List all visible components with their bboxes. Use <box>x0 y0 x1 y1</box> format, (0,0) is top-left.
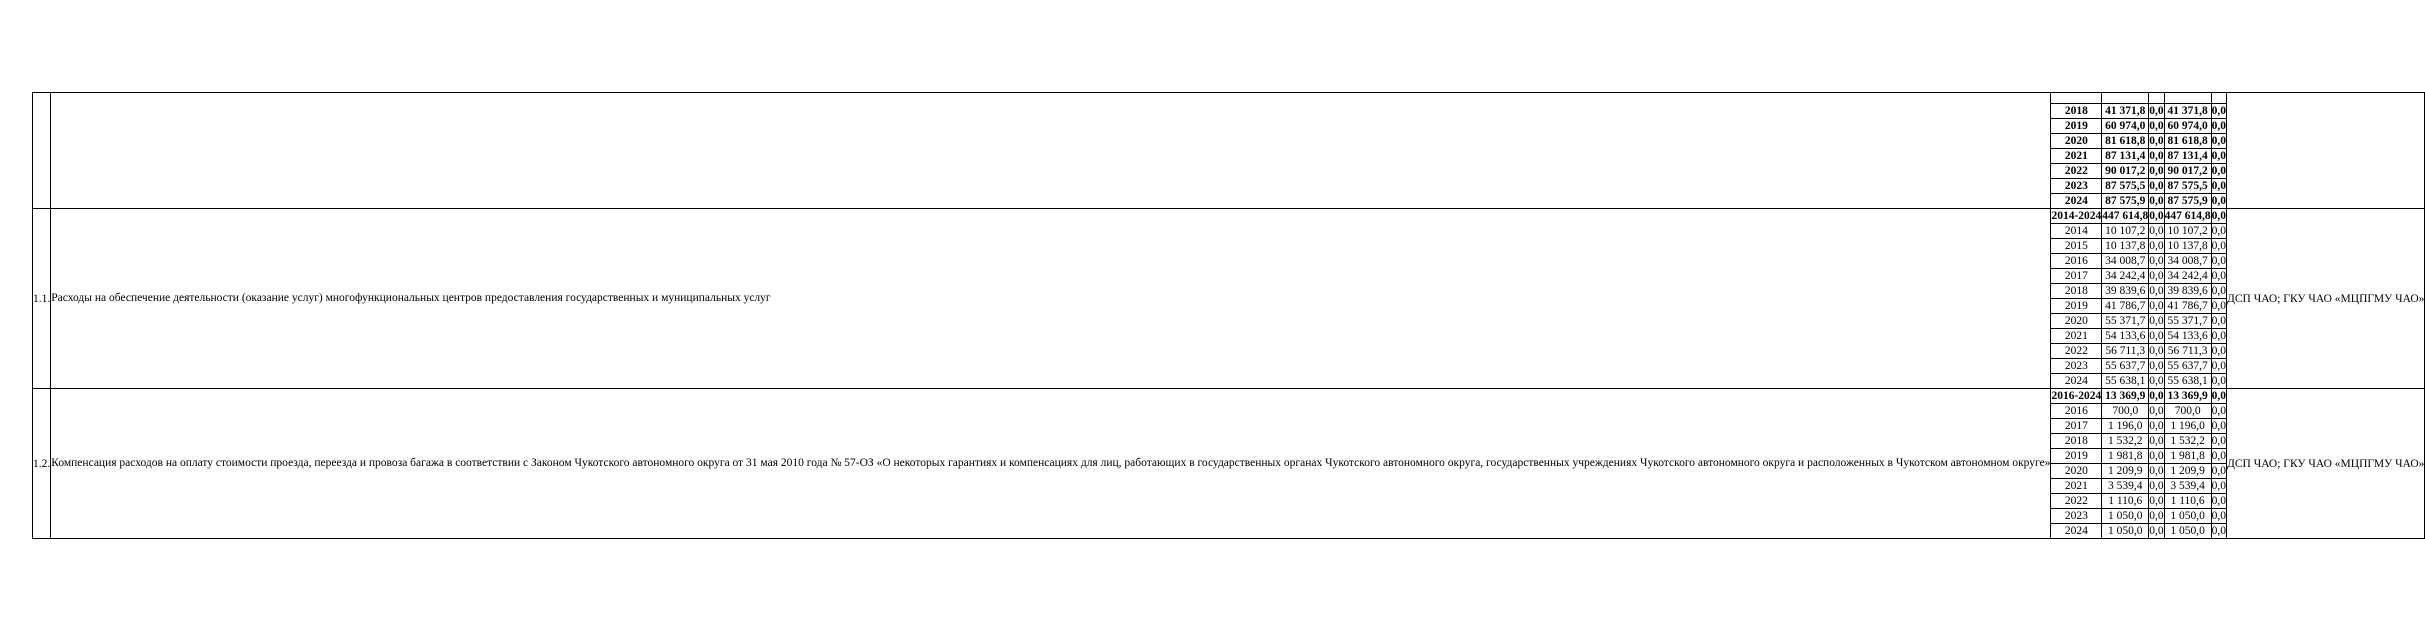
value-cell: 0,0 <box>2149 525 2164 537</box>
responsible-cell <box>2227 93 2425 209</box>
value-cell: 0,0 <box>2211 270 2227 282</box>
value-cell: 41 371,8 <box>2102 104 2149 119</box>
value-cell: 0,0 <box>2211 225 2227 237</box>
responsible-executors: ДСП ЧАО; ГКУ ЧАО «МЦПГМУ ЧАО» <box>2227 292 2425 305</box>
value-cell: 87 131,4 <box>2164 149 2211 164</box>
year-cell: 2021 <box>2051 329 2102 344</box>
value-cell: 0,0 <box>2149 195 2164 207</box>
value-cell: 0,0 <box>2149 120 2164 132</box>
year-cell: 2022 <box>2051 164 2102 179</box>
year-cell: 2019 <box>2051 449 2102 464</box>
year-cell: 2018 <box>2051 434 2102 449</box>
value-cell: 700,0 <box>2164 404 2211 419</box>
value-cell: 0,0 <box>2211 165 2227 177</box>
value-cell: 0,0 <box>2149 255 2164 267</box>
value-cell: 0,0 <box>2149 135 2164 147</box>
table-body <box>33 93 2425 539</box>
value-cell: 0,0 <box>2211 210 2227 222</box>
responsible-executors: ДСП ЧАО; ГКУ ЧАО «МЦПГМУ ЧАО» <box>2227 457 2425 470</box>
value-cell: 41 786,7 <box>2102 299 2149 314</box>
value-cell: 0,0 <box>2211 480 2227 492</box>
value-cell: 447 614,8 <box>2102 210 2149 222</box>
value-cell: 0,0 <box>2149 270 2164 282</box>
table-row <box>33 209 2425 224</box>
value-cell: 0,0 <box>2149 315 2164 327</box>
value-cell: 1 981,8 <box>2102 449 2149 464</box>
value-cell: 0,0 <box>2211 315 2227 327</box>
value-cell: 0,0 <box>2149 495 2164 507</box>
value-cell: 1 532,2 <box>2102 434 2149 449</box>
value-cell: 0,0 <box>2149 105 2164 117</box>
value-cell: 0,0 <box>2211 420 2227 432</box>
item-name: Расходы на обеспечение деятельности (оказание услуг) многофункциональных центров предоставления государственных и муниципальных услуг <box>51 291 771 304</box>
value-cell: 34 008,7 <box>2164 254 2211 269</box>
year-cell: 2017 <box>2051 269 2102 284</box>
value-cell: 1 981,8 <box>2164 449 2211 464</box>
value-cell: 0,0 <box>2149 180 2164 192</box>
value-cell: 0,0 <box>2211 255 2227 267</box>
value-cell: 0,0 <box>2211 525 2227 537</box>
value-cell: 0,0 <box>2149 330 2164 342</box>
value-cell: 0,0 <box>2211 195 2227 207</box>
year-cell: 2019 <box>2051 119 2102 134</box>
value-cell: 90 017,2 <box>2164 164 2211 179</box>
value-cell: 41 371,8 <box>2164 104 2211 119</box>
responsible-cell <box>2227 209 2425 389</box>
value-cell: 0,0 <box>2149 405 2164 417</box>
value-cell: 0,0 <box>2211 495 2227 507</box>
value-cell: 39 839,6 <box>2102 284 2149 299</box>
value-cell: 0,0 <box>2149 450 2164 462</box>
value-cell: 34 008,7 <box>2102 254 2149 269</box>
value-cell: 0,0 <box>2211 390 2227 402</box>
empty-cell <box>2211 93 2226 104</box>
value-cell: 1 050,0 <box>2164 509 2211 524</box>
year-cell: 2016-2024 <box>2051 390 2102 402</box>
value-cell: 0,0 <box>2211 330 2227 342</box>
value-cell: 0,0 <box>2149 480 2164 492</box>
value-cell: 54 133,6 <box>2164 329 2211 344</box>
value-cell: 0,0 <box>2149 375 2164 387</box>
value-cell: 10 107,2 <box>2164 224 2211 239</box>
value-cell: 0,0 <box>2149 240 2164 252</box>
value-cell: 54 133,6 <box>2102 329 2149 344</box>
table-row <box>33 93 2425 104</box>
value-cell: 0,0 <box>2149 465 2164 477</box>
program-table <box>32 92 2425 539</box>
value-cell: 700,0 <box>2102 404 2149 419</box>
year-cell: 2024 <box>2051 194 2102 209</box>
value-cell: 90 017,2 <box>2102 164 2149 179</box>
year-cell: 2014-2024 <box>2051 210 2102 222</box>
value-cell: 1 050,0 <box>2102 509 2149 524</box>
empty-cell <box>2102 93 2149 104</box>
value-cell: 87 575,9 <box>2102 194 2149 209</box>
value-cell: 0,0 <box>2149 390 2164 402</box>
value-cell: 87 575,5 <box>2164 179 2211 194</box>
empty-cell <box>2149 93 2164 104</box>
value-cell: 13 369,9 <box>2164 389 2211 404</box>
item-name-cell <box>51 93 2051 209</box>
value-cell: 0,0 <box>2211 180 2227 192</box>
value-cell: 0,0 <box>2211 240 2227 252</box>
value-cell: 1 110,6 <box>2102 494 2149 509</box>
year-cell: 2016 <box>2051 404 2102 419</box>
value-cell: 81 618,8 <box>2164 134 2211 149</box>
value-cell: 34 242,4 <box>2164 269 2211 284</box>
value-cell: 10 137,8 <box>2164 239 2211 254</box>
item-number: 1.1. <box>33 209 51 389</box>
value-cell: 60 974,0 <box>2164 119 2211 134</box>
year-cell: 2015 <box>2051 239 2102 254</box>
value-cell: 0,0 <box>2211 285 2227 297</box>
value-cell: 55 638,1 <box>2164 374 2211 389</box>
value-cell: 0,0 <box>2211 135 2227 147</box>
year-cell: 2021 <box>2051 149 2102 164</box>
item-name: Компенсация расходов на оплату стоимости проезда, переезда и провоза багажа в соответствии с Законом Чукотского автономного округа от 31 мая 2010 года № 57-ОЗ «О некоторых гарантиях и компенсациях для лиц, работающих в государственных органах Чукотского автономного округа, государственных учреждениях Чукотского автономного округа и расположенных в Чукотском автономном округе» <box>51 456 2051 469</box>
value-cell: 55 371,7 <box>2102 314 2149 329</box>
empty-cell <box>2051 93 2102 104</box>
year-cell: 2020 <box>2051 134 2102 149</box>
year-cell: 2019 <box>2051 299 2102 314</box>
year-cell: 2024 <box>2051 374 2102 389</box>
value-cell: 0,0 <box>2211 345 2227 357</box>
item-name-cell <box>51 209 2051 389</box>
value-cell: 0,0 <box>2149 165 2164 177</box>
value-cell: 0,0 <box>2149 420 2164 432</box>
value-cell: 1 209,9 <box>2102 464 2149 479</box>
value-cell: 0,0 <box>2211 510 2227 522</box>
value-cell: 0,0 <box>2211 105 2227 117</box>
item-number: 1.2. <box>33 389 51 539</box>
year-cell: 2017 <box>2051 419 2102 434</box>
responsible-cell <box>2227 389 2425 539</box>
value-cell: 1 050,0 <box>2164 524 2211 539</box>
value-cell: 0,0 <box>2149 150 2164 162</box>
value-cell: 0,0 <box>2211 435 2227 447</box>
value-cell: 87 575,5 <box>2102 179 2149 194</box>
value-cell: 56 711,3 <box>2102 344 2149 359</box>
value-cell: 87 131,4 <box>2102 149 2149 164</box>
value-cell: 55 371,7 <box>2164 314 2211 329</box>
value-cell: 447 614,8 <box>2164 210 2211 222</box>
value-cell: 1 050,0 <box>2102 524 2149 539</box>
value-cell: 0,0 <box>2211 360 2227 372</box>
value-cell: 3 539,4 <box>2164 479 2211 494</box>
value-cell: 1 110,6 <box>2164 494 2211 509</box>
value-cell: 55 637,7 <box>2102 359 2149 374</box>
year-cell: 2020 <box>2051 314 2102 329</box>
item-number-cell <box>33 93 51 209</box>
value-cell: 0,0 <box>2149 225 2164 237</box>
value-cell: 1 532,2 <box>2164 434 2211 449</box>
year-cell: 2023 <box>2051 509 2102 524</box>
year-cell: 2021 <box>2051 479 2102 494</box>
value-cell: 55 637,7 <box>2164 359 2211 374</box>
value-cell: 0,0 <box>2211 405 2227 417</box>
year-cell: 2016 <box>2051 254 2102 269</box>
value-cell: 1 196,0 <box>2102 419 2149 434</box>
year-cell: 2020 <box>2051 464 2102 479</box>
value-cell: 1 196,0 <box>2164 419 2211 434</box>
value-cell: 0,0 <box>2149 210 2164 222</box>
year-cell: 2022 <box>2051 494 2102 509</box>
empty-cell <box>2164 93 2211 104</box>
value-cell: 1 209,9 <box>2164 464 2211 479</box>
value-cell: 3 539,4 <box>2102 479 2149 494</box>
year-cell: 2018 <box>2051 284 2102 299</box>
year-cell: 2024 <box>2051 524 2102 539</box>
year-cell: 2023 <box>2051 359 2102 374</box>
value-cell: 0,0 <box>2211 465 2227 477</box>
value-cell: 0,0 <box>2211 450 2227 462</box>
value-cell: 56 711,3 <box>2164 344 2211 359</box>
value-cell: 0,0 <box>2149 360 2164 372</box>
value-cell: 55 638,1 <box>2102 374 2149 389</box>
value-cell: 0,0 <box>2149 510 2164 522</box>
value-cell: 0,0 <box>2149 285 2164 297</box>
year-cell: 2014 <box>2051 224 2102 239</box>
value-cell: 34 242,4 <box>2102 269 2149 284</box>
value-cell: 0,0 <box>2149 345 2164 357</box>
value-cell: 87 575,9 <box>2164 194 2211 209</box>
value-cell: 60 974,0 <box>2102 119 2149 134</box>
value-cell: 39 839,6 <box>2164 284 2211 299</box>
value-cell: 0,0 <box>2211 300 2227 312</box>
value-cell: 0,0 <box>2211 375 2227 387</box>
table-row <box>33 389 2425 404</box>
value-cell: 0,0 <box>2149 435 2164 447</box>
year-cell: 2022 <box>2051 344 2102 359</box>
year-cell: 2018 <box>2051 104 2102 119</box>
value-cell: 41 786,7 <box>2164 299 2211 314</box>
item-name-cell <box>51 389 2051 539</box>
value-cell: 10 137,8 <box>2102 239 2149 254</box>
value-cell: 0,0 <box>2211 150 2227 162</box>
value-cell: 0,0 <box>2149 300 2164 312</box>
year-cell: 2023 <box>2051 179 2102 194</box>
value-cell: 13 369,9 <box>2102 389 2149 404</box>
value-cell: 0,0 <box>2211 120 2227 132</box>
value-cell: 81 618,8 <box>2102 134 2149 149</box>
value-cell: 10 107,2 <box>2102 224 2149 239</box>
